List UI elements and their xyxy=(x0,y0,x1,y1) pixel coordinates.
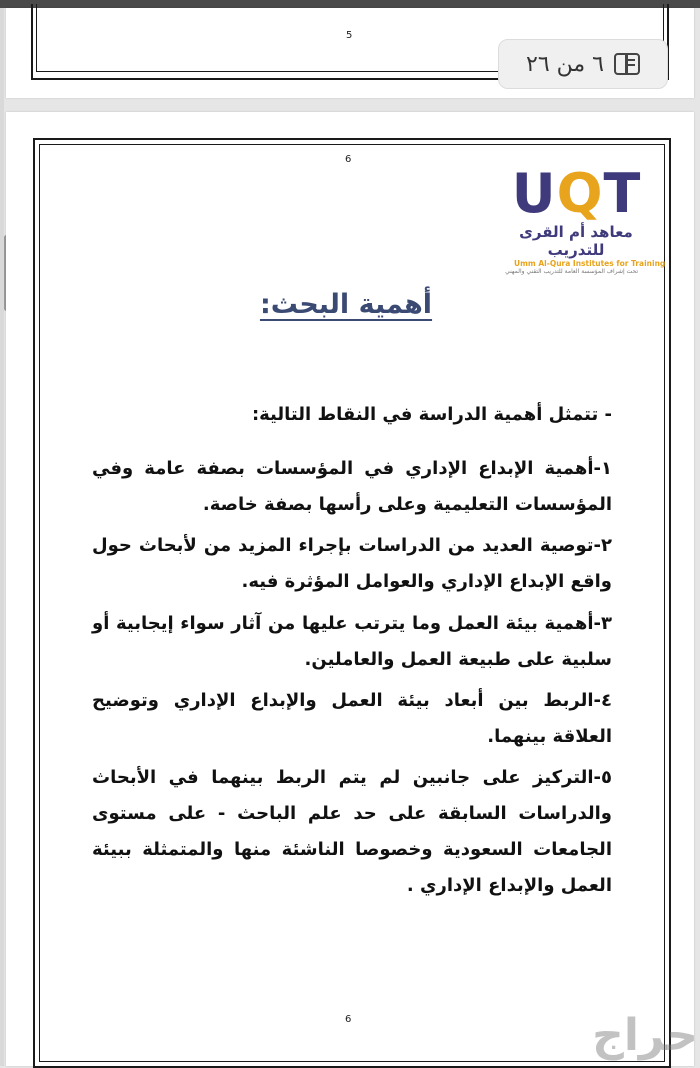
list-item-5: ٥-التركيز على جانبين لم يتم الربط بينهما في الأبحاث والدراسات السابقة على حد علم الباحث - على مستوى الجامعات السعودية وخصوصا الناشئة منها والمتمثلة ببيئة العمل والإبداع الإداري . xyxy=(92,767,612,896)
current-page xyxy=(6,112,694,1066)
previous-page-number: 5 xyxy=(346,30,353,41)
intro-line: - تتمثل أهمية الدراسة في النقاط التالية: xyxy=(251,404,612,425)
logo-letter-u: U xyxy=(511,162,556,225)
logo-english-name: Umm Al-Qura Institutes for Training xyxy=(514,259,666,268)
page-number-top: 6 xyxy=(345,154,352,165)
logo-letter-t: T xyxy=(603,162,641,225)
section-heading xyxy=(66,289,626,320)
section-heading-text: أهمية البحث: xyxy=(259,289,433,320)
list-item-3: ٣-أهمية بيئة العمل وما يترتب عليها من آثار سواء إيجابية أو سلبية على طبيعة العمل والعاملين. xyxy=(92,613,612,670)
logo-letters xyxy=(511,162,641,225)
watermark: حراج xyxy=(592,1010,698,1061)
scrollbar-track[interactable] xyxy=(0,8,4,1066)
logo-subline: تحت إشراف المؤسسة العامة للتدريب التقني والمهني xyxy=(505,268,638,275)
page-indicator[interactable] xyxy=(498,39,668,89)
list-item-1: ١-أهمية الإبداع الإداري في المؤسسات بصفة عامة وفي المؤسسات التعليمية وعلى رأسها بصفة خاصة. xyxy=(92,458,612,515)
page-indicator-text: ٦ من ٢٦ xyxy=(526,51,604,77)
uqt-logo xyxy=(505,162,666,275)
page-border-inner xyxy=(39,144,665,1062)
logo-letter-q: Q xyxy=(556,162,603,225)
logo-arabic-name: معاهد أم القرى للتدريب xyxy=(519,223,633,259)
page-number-bottom: 6 xyxy=(345,1014,352,1025)
list-item-4: ٤-الربط بين أبعاد بيئة العمل والإبداع الإداري وتوضيح العلاقة بينهما. xyxy=(92,690,612,747)
list-item-2: ٢-توصية العديد من الدراسات بإجراء المزيد من لأبحاث حول واقع الإبداع الإداري والعوامل المؤثرة فيه. xyxy=(92,535,612,592)
sidebar-panel-icon[interactable] xyxy=(614,53,640,75)
